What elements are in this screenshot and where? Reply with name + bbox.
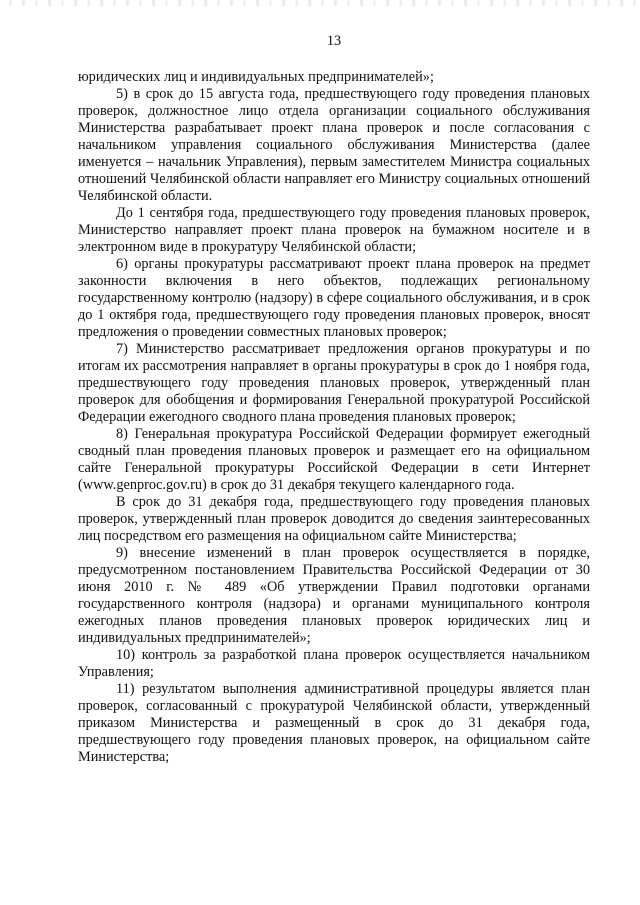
paragraph-item-5: 5) в срок до 15 августа года, предшествующего году проведения плановых проверок, должностное лицо отдела организации социального обслуживания Министерства разрабатывает проект плана проверок и после согласования с начальником управления социального обслуживания Министерства (далее именуется – начальник Управления), первым заместителем Министра социальных отношений Челябинской области направляет его Министру социальных отношений Челябинской области. xyxy=(78,86,590,204)
paragraph-item-5-deadline: До 1 сентября года, предшествующего году проведения плановых проверок, Министерство направляет проект плана проверок на бумажном носителе и в электронном виде в прокуратуру Челябинской области; xyxy=(78,205,590,255)
page-number: 13 xyxy=(326,33,342,49)
paragraph-item-11: 11) результатом выполнения административной процедуры является план проверок, согласованный с прокуратурой Челябинской области, утвержденный приказом Министерства и размещенный в срок до 31 декабря года, предшествующего году проведения плановых проверок, на официальном сайте Министерства; xyxy=(78,681,590,765)
paragraph-item-6: 6) органы прокуратуры рассматривают проект плана проверок на предмет законности включения в него объектов, подлежащих региональному государственному контролю (надзору) в сфере социального обслуживания, и в срок до 1 октября года, предшествующего году проведения плановых проверок, вносят предложения о проведении совместных плановых проверок; xyxy=(78,256,590,340)
document-page xyxy=(78,33,590,766)
paragraph-continuation: юридических лиц и индивидуальных предпринимателей»; xyxy=(78,69,434,85)
paragraph-item-8-publication: В срок до 31 декабря года, предшествующего году проведения плановых проверок, утвержденный план проверок доводится до сведения заинтересованных лиц посредством его размещения на официальном сайте Министерства; xyxy=(78,494,590,544)
paragraph-item-10: 10) контроль за разработкой плана проверок осуществляется начальником Управления; xyxy=(78,647,590,680)
paragraph-item-7: 7) Министерство рассматривает предложения органов прокуратуры и по итогам их рассмотрения направляет в органы прокуратуры в срок до 1 ноября года, предшествующего году проведения плановых проверок, утвержденный план проверок для обобщения и формирования Генеральной прокуратурой Российской Федерации ежегодного сводного плана проведения плановых проверок; xyxy=(78,341,590,425)
paragraph-item-8: 8) Генеральная прокуратура Российской Федерации формирует ежегодный сводный план проведения плановых проверок и размещает его на официальном сайте Генеральной прокуратуры Российской Федерации в сети Интернет (www.genproc.gov.ru) в срок до 31 декабря текущего календарного года. xyxy=(78,426,590,493)
paragraph-item-9: 9) внесение изменений в план проверок осуществляется в порядке, предусмотренном постановлением Правительства Российской Федерации от 30 июня 2010 г. № 489 «Об утверждении Правил подготовки органами государственного контроля (надзора) и органами муниципального контроля ежегодных планов проведения плановых проверок юридических лиц и индивидуальных предпринимателей»; xyxy=(78,545,590,646)
scan-edge-artifact xyxy=(0,0,640,6)
